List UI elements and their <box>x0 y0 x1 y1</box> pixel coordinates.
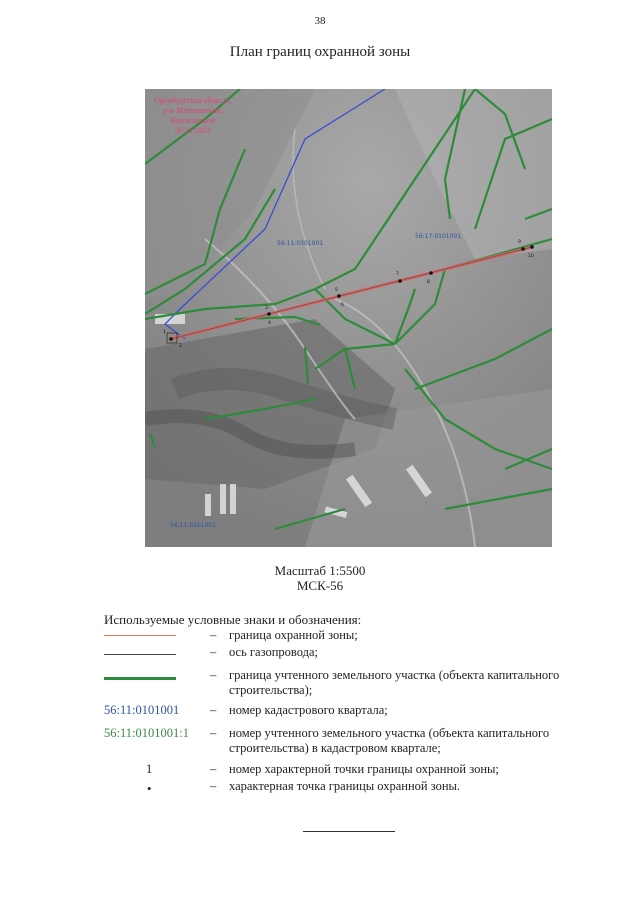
footer-divider <box>303 831 395 832</box>
quarter-label: 56:17:0101001 <box>415 233 462 240</box>
svg-text:2: 2 <box>179 344 182 349</box>
parcel-boundary-line-icon <box>104 677 176 680</box>
svg-text:Оренбургская область,: Оренбургская область, <box>154 96 232 105</box>
quarter-label: 56:11:0101001 <box>170 522 217 529</box>
coordinate-system-label: МСК-56 <box>296 578 344 593</box>
aerial-map <box>145 89 552 547</box>
legend-heading: Используемые условные знаки и обозначения: <box>104 612 362 627</box>
svg-text:3: 3 <box>265 306 268 311</box>
svg-text:6: 6 <box>341 303 344 308</box>
svg-text:8: 8 <box>427 280 430 285</box>
pipeline-axis-line-icon <box>104 654 176 655</box>
svg-text:56:11:0101: 56:11:0101 <box>174 126 212 135</box>
svg-text:7: 7 <box>396 272 399 277</box>
scale-block <box>0 563 640 593</box>
page-title: План границ охранной зоны <box>229 44 411 60</box>
svg-text:5: 5 <box>335 288 338 293</box>
zone-boundary-line-icon <box>104 635 176 636</box>
quarter-number-sample: 56:11:0101001 <box>104 703 180 717</box>
svg-text:4: 4 <box>268 321 271 326</box>
page-number: 38 <box>314 15 326 27</box>
point-dot-icon: • <box>147 782 152 796</box>
scale-label: Масштаб 1:5500 <box>274 563 366 578</box>
svg-text:9: 9 <box>518 240 521 245</box>
svg-text:р-н Матвеевский,: р-н Матвеевский, <box>163 106 223 115</box>
svg-text:1: 1 <box>163 330 166 335</box>
svg-text:10: 10 <box>528 254 534 259</box>
point-number-sample: 1 <box>146 762 153 776</box>
svg-text:Кинзельский: Кинзельский <box>170 116 216 125</box>
parcel-number-sample: 56:11:0101001:1 <box>104 726 189 740</box>
quarter-label: 56:11:0301001 <box>277 240 324 247</box>
